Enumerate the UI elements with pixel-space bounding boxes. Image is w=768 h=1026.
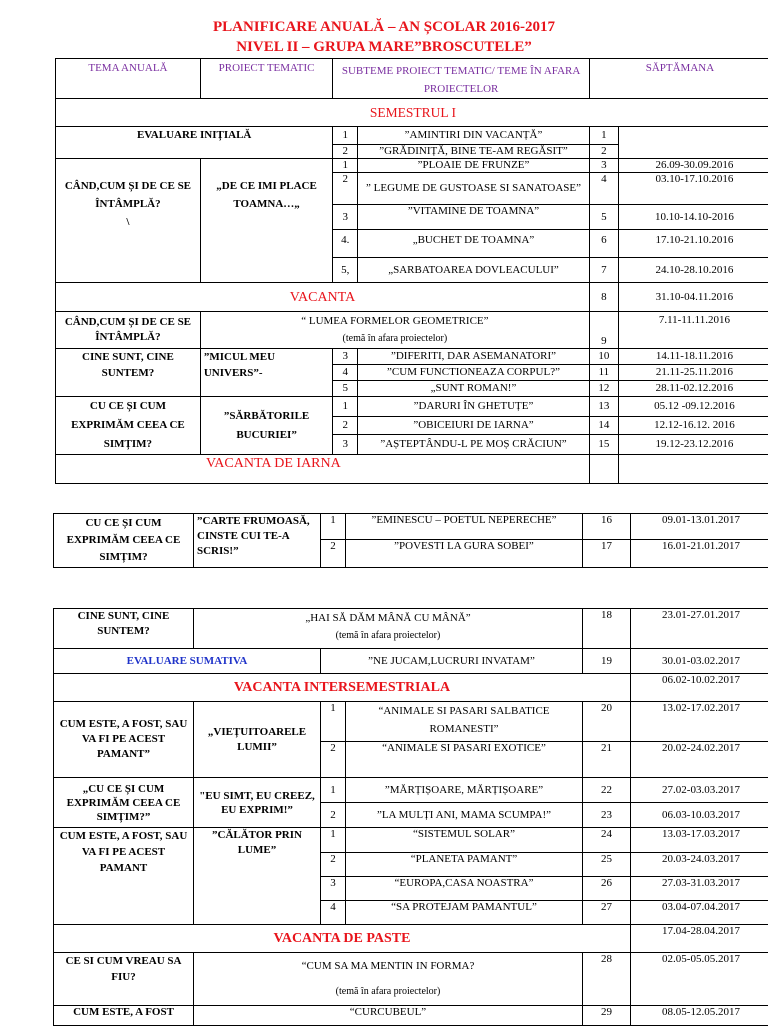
week-dates: 20.03-24.03.2017 — [631, 853, 768, 877]
subtheme-forma — [194, 953, 583, 1006]
week-dates: 19.12-23.12.2016 — [618, 434, 768, 454]
tema-anuala-cand-cum-2: CÂND,CUM ȘI DE CE SE ÎNTÂMPLĂ? — [56, 312, 201, 349]
subtheme: ”POVESTI LA GURA SOBEI” — [346, 540, 583, 568]
row-number: 1 — [321, 778, 346, 803]
doc-title-line1: PLANIFICARE ANUALĂ – AN ȘCOLAR 2016-2017 — [0, 18, 768, 36]
week-dates: 05.12 -09.12.2016 — [618, 397, 768, 417]
row-number: 5 — [333, 381, 358, 397]
subtheme: „HAI SĂ DĂM MÂNĂ CU MÂNĂ” — [197, 609, 579, 627]
row-number: 3 — [321, 877, 346, 901]
week-dates: 06.02-10.02.2017 — [631, 674, 768, 702]
week-dates: 17.04-28.04.2017 — [631, 925, 768, 953]
header-proiect-tematic: PROIECT TEMATIC — [200, 59, 332, 99]
tema-cine-sunt: CINE SUNT, CINE SUNTEM? — [56, 349, 201, 397]
week-number: 1 — [589, 127, 618, 145]
plan-table-semester2 — [53, 608, 768, 1026]
proiect-eu-simt: "EU SIMT, EU CREEZ, EU EXPRIM!” — [194, 778, 321, 828]
week-dates: 08.05-12.05.2017 — [631, 1006, 768, 1026]
subtheme: “SISTEMUL SOLAR” — [346, 828, 583, 853]
subtheme: „BUCHET DE TOAMNA” — [358, 230, 590, 258]
week-number: 2 — [589, 145, 618, 159]
week-number: 5 — [589, 205, 618, 230]
row-number: 2 — [321, 803, 346, 828]
tema-cum-este-pamant-2: CUM ESTE, A FOST, SAU VA FI PE ACEST PAMANT — [54, 828, 194, 925]
subtheme: ”VITAMINE DE TOAMNA” — [358, 205, 590, 230]
row-number: 1 — [321, 828, 346, 853]
subtheme: “PLANETA PAMANT” — [346, 853, 583, 877]
tema-cum-este-pamant: CUM ESTE, A FOST, SAU VA FI PE ACEST PAMANT” — [54, 702, 194, 778]
tema-cu-ce-cum-mart: „CU CE ȘI CUM EXPRIMĂM CEEA CE SIMȚIM?” — [54, 778, 194, 828]
week-number: 11 — [589, 365, 618, 381]
plan-table-january — [53, 513, 768, 568]
proiect-vietuitoarele: „VIEȚUITOARELE LUMII” — [194, 702, 321, 778]
row-number: 2 — [321, 742, 346, 778]
week-dates: 03.10-17.10.2016 — [618, 173, 768, 205]
week-dates: 13.03-17.03.2017 — [631, 828, 768, 853]
tema-cu-ce-cum: CU CE ȘI CUM EXPRIMĂM CEEA CE SIMȚIM? — [56, 397, 201, 455]
week-number: 18 — [583, 609, 631, 649]
subtheme: „SUNT ROMAN!” — [358, 381, 590, 397]
week-number: 22 — [583, 778, 631, 803]
subtheme: „SARBATOAREA DOVLEACULUI” — [358, 258, 590, 283]
evaluare-sumativa: EVALUARE SUMATIVA — [54, 649, 321, 674]
header-saptamana: SĂPTĂMANA — [589, 59, 768, 99]
tema-mark: \ — [126, 216, 129, 228]
week-dates: 12.12-16.12. 2016 — [618, 417, 768, 434]
header-subteme: SUBTEME PROIECT TEMATIC/ TEME ÎN AFARA PROIECTELOR — [333, 59, 590, 99]
week-number: 4 — [589, 173, 618, 205]
week-dates: 16.01-21.01.2017 — [631, 540, 768, 568]
subtheme: ”LA MULȚI ANI, MAMA SCUMPA!” — [346, 803, 583, 828]
subtheme: “CUM SA MA MENTIN IN FORMA? — [197, 953, 579, 979]
week-number: 21 — [583, 742, 631, 778]
row-number: 2 — [333, 145, 358, 159]
empty-cell — [589, 455, 618, 484]
subtheme: ”AMINTIRI DIN VACANȚĂ” — [358, 127, 590, 145]
proiect-carte-frumoasa: ”CARTE FRUMOASĂ, CINSTE CUI TE-A SCRIS!” — [194, 514, 321, 568]
subtheme: ”CUM FUNCTIONEAZA CORPUL?” — [358, 365, 590, 381]
week-dates: 24.10-28.10.2016 — [618, 258, 768, 283]
subtheme: “CURCUBEUL” — [194, 1006, 583, 1026]
week-number: 8 — [589, 283, 618, 312]
row-number: 3 — [333, 434, 358, 454]
proiect-toamna: „DE CE IMI PLACE TOAMNA…„ — [200, 159, 332, 283]
row-number: 2 — [333, 417, 358, 434]
subtheme: ”AȘTEPTÂNDU-L PE MOȘ CRĂCIUN” — [358, 434, 590, 454]
row-number: 3 — [333, 205, 358, 230]
subtheme: “ANIMALE SI PASARI SALBATICE ROMANESTI” — [346, 702, 583, 742]
subtheme: ”DARURI ÎN GHETUȚE” — [358, 397, 590, 417]
row-number: 1 — [321, 702, 346, 742]
week-number: 9 — [589, 312, 618, 349]
row-number: 4. — [333, 230, 358, 258]
subtheme: ”DIFERITI, DAR ASEMANATORI” — [358, 349, 590, 365]
week-dates: 21.11-25.11.2016 — [618, 365, 768, 381]
week-number: 6 — [589, 230, 618, 258]
row-number: 3 — [333, 349, 358, 365]
week-number: 27 — [583, 901, 631, 925]
row-number: 1 — [333, 127, 358, 145]
tema-cine-sunt-2: CINE SUNT, CINE SUNTEM? — [54, 609, 194, 649]
row-number: 1 — [333, 159, 358, 173]
subtheme: ”MĂRȚIȘOARE, MĂRȚIȘOARE” — [346, 778, 583, 803]
week-dates: 26.09-30.09.2016 — [618, 159, 768, 173]
week-number: 7 — [589, 258, 618, 283]
semester-title: SEMESTRUL I — [56, 99, 768, 127]
week-number: 23 — [583, 803, 631, 828]
vacanta-iarna: VACANTA DE IARNA — [56, 455, 590, 484]
subtheme-geometrice — [200, 312, 589, 349]
tema-anuala-cand-cum — [56, 159, 201, 283]
proiect-calator: ”CĂLĂTOR PRIN LUME” — [194, 828, 321, 925]
proiect-micul-univers: ”MICUL MEU UNIVERS”- — [200, 349, 332, 397]
week-number: 12 — [589, 381, 618, 397]
subtheme: “ANIMALE SI PASARI EXOTICE” — [346, 742, 583, 778]
subtheme-note: (temă în afara proiectelor) — [204, 330, 586, 348]
header-tema-anuala: TEMA ANUALĂ — [56, 59, 201, 99]
plan-table-semester1 — [55, 58, 768, 484]
week-dates: 02.05-05.05.2017 — [631, 953, 768, 1006]
week-number: 24 — [583, 828, 631, 853]
week-dates: 27.02-03.03.2017 — [631, 778, 768, 803]
tema-text: CÂND,CUM ȘI DE CE SE ÎNTÂMPLĂ? — [65, 180, 191, 210]
subtheme-note: (temă în afara proiectelor) — [197, 627, 579, 645]
week-number: 20 — [583, 702, 631, 742]
week-number: 25 — [583, 853, 631, 877]
week-dates: 03.04-07.04.2017 — [631, 901, 768, 925]
week-number: 29 — [583, 1006, 631, 1026]
week-dates: 23.01-27.01.2017 — [631, 609, 768, 649]
week-number: 14 — [589, 417, 618, 434]
tema-ce-si-cum-vreau: CE SI CUM VREAU SA FIU? — [54, 953, 194, 1006]
row-number: 2 — [321, 540, 346, 568]
week-number: 16 — [583, 514, 631, 540]
empty-cell — [618, 455, 768, 484]
row-number: 1 — [333, 397, 358, 417]
subtheme: ”NE JUCAM,LUCRURI INVATAM” — [321, 649, 583, 674]
week-dates: 17.10-21.10.2016 — [618, 230, 768, 258]
week-dates: 30.01-03.02.2017 — [631, 649, 768, 674]
proiect-sarbatorile: ”SĂRBĂTORILE BUCURIEI” — [200, 397, 332, 455]
row-number: 2 — [321, 853, 346, 877]
row-number: 4 — [333, 365, 358, 381]
week-dates: 06.03-10.03.2017 — [631, 803, 768, 828]
week-number: 10 — [589, 349, 618, 365]
evaluare-initiala: EVALUARE INIȚIALĂ — [56, 127, 333, 159]
row-number: 2 — [333, 173, 358, 205]
week-dates: 20.02-24.02.2017 — [631, 742, 768, 778]
subtheme: ”OBICEIURI DE IARNA” — [358, 417, 590, 434]
vacanta-intersemestriala: VACANTA INTERSEMESTRIALA — [54, 674, 631, 702]
subtheme: “SA PROTEJAM PAMANTUL” — [346, 901, 583, 925]
subtheme: ”PLOAIE DE FRUNZE” — [358, 159, 590, 173]
week-number: 13 — [589, 397, 618, 417]
tema-cu-ce-cum-ian: CU CE ȘI CUM EXPRIMĂM CEEA CE SIMȚIM? — [54, 514, 194, 568]
subtheme: ”EMINESCU – POETUL NEPERECHE” — [346, 514, 583, 540]
subtheme-mana-cu-mana — [194, 609, 583, 649]
row-number: 4 — [321, 901, 346, 925]
week-dates: 31.10-04.11.2016 — [618, 283, 768, 312]
week-number: 19 — [583, 649, 631, 674]
week-dates: 10.10-14.10-2016 — [618, 205, 768, 230]
row-number: 1 — [321, 514, 346, 540]
subtheme: ”GRĂDINIȚĂ, BINE TE-AM REGĂSIT” — [358, 145, 590, 159]
week-dates: 7.11-11.11.2016 — [618, 312, 768, 349]
subtheme-note: (temă în afara proiectelor) — [197, 979, 579, 1005]
week-number: 26 — [583, 877, 631, 901]
subtheme: “EUROPA,CASA NOASTRA” — [346, 877, 583, 901]
vacanta-toamna: VACANTA — [56, 283, 590, 312]
week-number: 3 — [589, 159, 618, 173]
week-dates: 09.01-13.01.2017 — [631, 514, 768, 540]
vacanta-paste: VACANTA DE PASTE — [54, 925, 631, 953]
doc-title-line2: NIVEL II – GRUPA MARE”BROSCUTELE” — [0, 38, 768, 56]
week-number: 15 — [589, 434, 618, 454]
row-number: 5, — [333, 258, 358, 283]
week-dates: 14.11-18.11.2016 — [618, 349, 768, 365]
subtheme: “ LUMEA FORMELOR GEOMETRICE” — [204, 312, 586, 330]
week-dates-empty — [618, 127, 768, 159]
week-dates: 27.03-31.03.2017 — [631, 877, 768, 901]
week-number: 28 — [583, 953, 631, 1006]
subtheme: ” LEGUME DE GUSTOASE SI SANATOASE” — [358, 173, 590, 205]
week-number: 17 — [583, 540, 631, 568]
week-dates: 28.11-02.12.2016 — [618, 381, 768, 397]
week-dates: 13.02-17.02.2017 — [631, 702, 768, 742]
tema-cum-este-fost: CUM ESTE, A FOST — [54, 1006, 194, 1026]
